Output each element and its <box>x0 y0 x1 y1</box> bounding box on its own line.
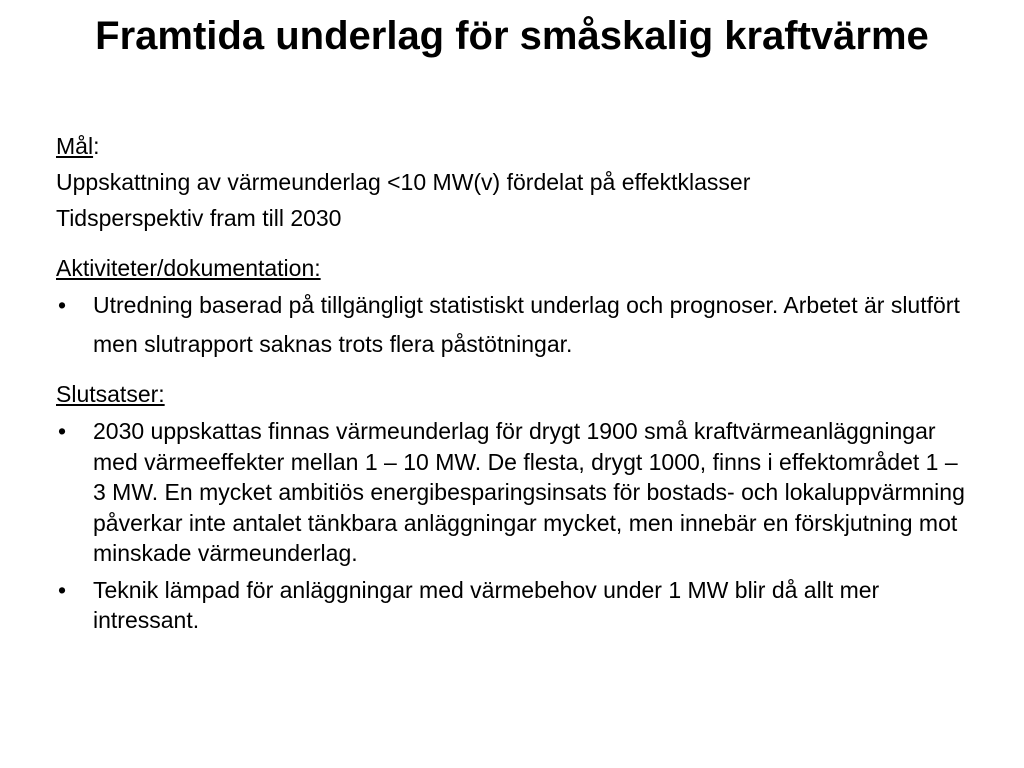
conclusions-heading-label: Slutsatser: <box>56 381 165 407</box>
activities-bullet-item <box>56 286 976 364</box>
slide-body <box>56 128 976 636</box>
conclusions-heading <box>56 376 976 412</box>
activities-heading-label: Aktiviteter/dokumentation: <box>56 255 321 281</box>
conclusions-bullet-text: 2030 uppskattas finnas värmeunderlag för drygt 1900 små kraftvärmeanläggningar med värmeeffekter mellan 1 – 10 MW. De flesta, drygt 1000, finns i effektområdet 1 – 3 MW. En mycket ambitiös energibesparingsinsats för bostads- och lokaluppvärmning påverkar inte antalet tänkbara anläggningar mycket, men innebär en förskjutning mot minskade värmeunderlag. <box>93 418 965 566</box>
conclusions-bullet-item <box>56 575 976 636</box>
activities-bullet-text: Utredning baserad på tillgängligt statistiskt underlag och prognoser. Arbetet är slutfört men slutrapport saknas trots flera påstötningar. <box>93 292 960 357</box>
goal-heading-colon: : <box>93 133 100 159</box>
conclusions-bullet-text: Teknik lämpad för anläggningar med värmebehov under 1 MW blir då allt mer intressant. <box>93 576 880 633</box>
conclusions-bullet-item <box>56 416 976 569</box>
goal-line: Tidsperspektiv fram till 2030 <box>56 205 342 231</box>
slide-title: Framtida underlag för småskalig kraftvärme <box>95 14 929 58</box>
goal-heading-label: Mål <box>56 133 94 159</box>
activities-heading <box>56 250 976 286</box>
bullet-icon: • <box>58 418 67 444</box>
bullet-icon: • <box>58 576 67 603</box>
goal-line: Uppskattning av värmeunderlag <10 MW(v) fördelat på effektklasser <box>56 169 751 195</box>
goal-heading <box>56 128 976 164</box>
bullet-icon: • <box>58 292 67 318</box>
